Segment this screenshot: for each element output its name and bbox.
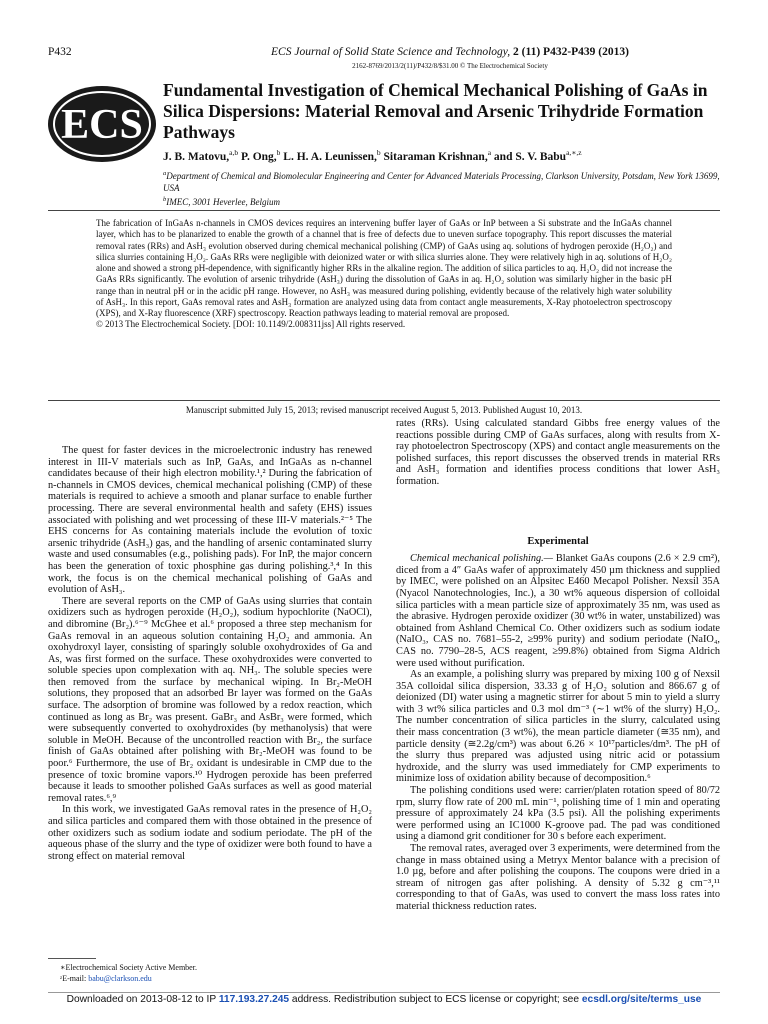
article-title: Fundamental Investigation of Chemical Mechanical Polishing of GaAs in Silica Dispersions: Material Removal and Arsenic Trihydride Formation Pathways	[163, 80, 708, 142]
affiliations: $^a$Department of Chemical and Biomolecular Engineering and Center for Advanced Materials Processing, Clarkson University, Potsdam, New York 13699, USA $^b$IMEC, 3001 Heverlee, Belgium	[163, 170, 720, 207]
paragraph: There are several reports on the CMP of GaAs using slurries that contain oxidizers such as hydrogen peroxide (H₂O₂), sodium hypochlorite (NaOCl), and dibromine (Br₂).⁶⁻⁹ McGhee et al.⁶ proposed a three step mechanism for GaAs removal in an aqueous solution containing H₂O₂ and ammonia. An oxohydroxyl layer, consisting of sparingly soluble oxohydroxides of Ga and As, was first formed on the surface. These oxohydroxides were converted to soluble species upon complexation with aq. NH₃. The soluble species were then removed from the surface by mechanical wiping. In Br₂-MeOH solutions, they proposed that an adsorbed Br layer was formed on the GaAs surface. The adsorption of bromine was followed by a redox reaction, which continued as long as Br₂ was present. GaBr₃ and AsBr₃ were formed, which were subsequently converted to oxohydroxides (by methanolysis) that were soluble in MeOH. Because of the uncontrolled reaction with Br₂, the surface finish of GaAs obtained after polishing with Br₂-MeOH was found to be poor.⁶ Furthermore, the use of Br₂ oxidant is undesirable in CMP due to the presence of toxic bromine vapors.¹⁰ Hydrogen peroxide has been preferred because it leads to smoother polished GaAs surfaces as well as good material removal rates.⁶,⁹	[48, 595, 372, 804]
body-left-column	[48, 445, 372, 862]
copyright-line: © 2013 The Electrochemical Society. [DOI: 10.1149/2.008311jss] All rights reserved.	[96, 319, 406, 330]
footnote-member: ∗Electrochemical Society Active Member.	[60, 963, 197, 972]
paragraph: The polishing conditions used were: carrier/platen rotation speed of 80/72 rpm, slurry flow rate of 200 mL min⁻¹, polishing time of 1 min and operating pressure of approximately 24 kPa (3.5 psi). All the polishing experiments were performed using an IC1000 K-groove pad. The pad was conditioned using a diamond grit conditioner for 30 s before each experiment.	[396, 785, 720, 843]
section-heading: Experimental	[527, 535, 589, 547]
download-prefix: Downloaded on 2013-08-12 to IP	[66, 994, 219, 1005]
email-label: ᶻE-mail:	[60, 974, 89, 983]
affiliation-b: IMEC, 3001 Heverlee, Belgium	[166, 197, 280, 207]
affiliation-a: Department of Chemical and Biomolecular Engineering and Center for Advanced Materials Processing, Clarkson University, Potsdam, New York 13699, USA	[163, 171, 720, 193]
logo-text: ECS	[61, 102, 143, 148]
terms-link[interactable]: ecsdl.org/site/terms_use	[581, 994, 702, 1005]
author-affiliation-mark: a,b	[229, 148, 239, 157]
issn-line: 2162-8769/2013/2(11)/P432/8/$31.00 © The Electrochemical Society	[352, 62, 548, 70]
download-divider	[48, 992, 720, 993]
footnotes	[60, 962, 360, 984]
author: L. H. A. Leunissen,	[283, 150, 377, 163]
paragraph: In this work, we investigated GaAs removal rates in the presence of H₂O₂ and silica particles and compared them with those obtained in the presence of other oxidizers such as sodium iodate and sodium periodate. The pH of the aqueous phase of the slurry and the type of oxidizer were both found to have a strong effect on material removal	[48, 804, 372, 862]
paragraph-text: Blanket GaAs coupons (2.6 × 2.9 cm²), diced from a 4″ GaAs wafer of approximately 450 µm thickness and supplied by IMEC, were polished on an Alpsitec E460 Mecapol Polisher. Nexsil 35A (Nyacol Nanotechnologies, Inc.), a 30 wt% aqueous dispersion of colloidal silica particles with a mean particle size of approximately 35 nm, was used as the abrasive. Hydrogen peroxide oxidizer (30 wt% in water, unstabilized) was obtained from Ashland Chemical Co. Other oxidizers such as sodium iodate (NaIO₃, CAS no. 7681–55-2, ≥99% purity) and sodium periodate (NaIO₄, CAS no. 7790–28-5, ACS reagent, ≥99.8%) obtained from Sigma Aldrich were used without purification.	[396, 553, 720, 669]
subheading: Chemical mechanical polishing.—	[410, 553, 553, 565]
volume-issue-pages: 2 (11) P432-P439 (2013)	[513, 46, 629, 58]
download-middle: address. Redistribution subject to ECS license or copyright; see	[289, 994, 582, 1005]
author: J. B. Matovu,	[163, 150, 230, 163]
paragraph	[396, 553, 720, 669]
manuscript-dates: Manuscript submitted July 15, 2013; revised manuscript received August 5, 2013. Published August 10, 2013.	[185, 405, 583, 415]
paragraph: As an example, a polishing slurry was prepared by mixing 100 g of Nexsil 35A colloidal silica dispersion, 33.33 g of H₂O₂ solution and 866.67 g of deionized (DI) water using a magnetic stirrer for about 5 min to yield a slurry with 3 wt% silica particles and 0.3 mol dm⁻³ (∼1 wt% of the slurry) H₂O₂. The number concentration of silica particles in the slurry, calculated using their mass concentration (3 wt%), the mean particle diameter (≅35 nm), and particle density (≅2.2g/cm³) was about 6.26 × 10¹⁷particles/dm³. The pH of the slurry thus prepared was adjusted using nitric acid or potassium hydroxide, and the slurry was used immediately for CMP experiments to minimize loss of oxidation ability because of decomposition.⁶	[396, 669, 720, 785]
author-affiliation-mark: a,∗,z	[566, 148, 582, 157]
abstract-divider-bottom	[48, 400, 720, 401]
author-affiliation-mark: b	[276, 148, 281, 157]
download-notice	[48, 994, 720, 1005]
paragraph: The quest for faster devices in the microelectronic industry has renewed interest in III-V materials such as InP, GaAs, and InGaAs as n-channel candidates because of their high electron mobility.¹,² During the fabrication of n-channels in CMOS devices, chemical mechanical polishing (CMP) of these materials is required to achieve a smooth and planar surface to enable further processing. There are several environmental health and safety (EHS) issues associated with polishing and wet processing of these III-V materials.²⁻⁵ The EHS concerns for As containing materials include the evolution of toxic arsenic trihydride (AsH₃) gas, and the handling of arsenic contaminated slurry waste and used consumables (e.g., polishing pads). For InP, the major concern has been the generation of toxic phosphine gas during polishing.³,⁴ In this work, the focus is on the chemical mechanical polishing of GaAs and evolution of AsH₃.	[48, 445, 372, 596]
journal-citation	[150, 46, 750, 58]
author-affiliation-mark: a	[487, 148, 492, 157]
author: P. Ong,	[240, 150, 277, 163]
footnote-divider	[48, 958, 96, 959]
abstract	[96, 218, 672, 331]
author: and S. V. Babu	[493, 150, 567, 163]
body-right-column	[396, 418, 720, 913]
author-affiliation-mark: b	[376, 148, 381, 157]
abstract-text: The fabrication of InGaAs n-channels in CMOS devices requires an intervening buffer layer of GaAs or InP between a Si substrate and the InGaAs channel layer, which has to be planarized to enable the growth of a channel that is free of defects due to uneven surface topography. This report discusses the material removal rates (RRs) and AsH₃ evolution observed during chemical mechanical polishing (CMP) of GaAs using aq. solutions of hydrogen peroxide (H₂O₂) and silica slurries containing H₂O₂. GaAs RRs were negligible with deionized water or with silica slurries alone. They were relatively high in aq. solutions of H₂O₂ alone and showed a strong pH-dependence, with significantly higher RRs in the alkaline region. The addition of silica particles to aq. H₂O₂ did not increase the GaAs RRs significantly. The evolution of arsenic trihydride (AsH₃) during the dissolution of GaAs in aq. H₂O₂ solution was similarly higher in the basic pH range than in neutral pH or in the acidic pH range. However, no AsH₃ was measured during polishing, evidently because of the relatively high water solubility of AsH₃. In this report, GaAs removal rates and AsH₃ formation are analyzed using data from contact angle measurements, X-Ray photoelectron spectroscopy (XPS), and X-Ray fluorescence (XRF) spectroscopy. Reaction pathways leading to material removal are proposed.	[96, 218, 672, 318]
ip-link[interactable]: 117.193.27.245	[218, 994, 290, 1005]
paragraph: rates (RRs). Using calculated standard Gibbs free energy values of the reactions possible during CMP of GaAs surfaces, along with results from X-ray photoelectron Spectroscopy (XPS) and contact angle measurements on the polished surfaces, this report discusses the observed trends in material RRs and AsH₃ formation and identifies process conditions that lower AsH₃ formation.	[396, 418, 720, 487]
author-list	[163, 148, 723, 163]
author: Sitaraman Krishnan,	[383, 150, 488, 163]
ecs-logo-icon	[46, 84, 158, 164]
email-link[interactable]: babu@clarkson.edu	[88, 974, 152, 983]
footnote-email	[60, 973, 360, 984]
journal-name: ECS Journal of Solid State Science and Technology,	[271, 46, 511, 58]
page-number: P432	[48, 46, 72, 58]
abstract-divider-top	[48, 210, 720, 211]
paragraph: The removal rates, averaged over 3 experiments, were determined from the change in mass obtained using a Metryx Mentor balance with a precision of 1.0 µg, before and after polishing the coupons. The coupons were dried in a stream of nitrogen gas after polishing. A density of 5.32 g cm⁻³,¹¹ corresponding to that of GaAs, was used to convert the mass loss rates into material thickness reduction rates.	[396, 843, 720, 912]
